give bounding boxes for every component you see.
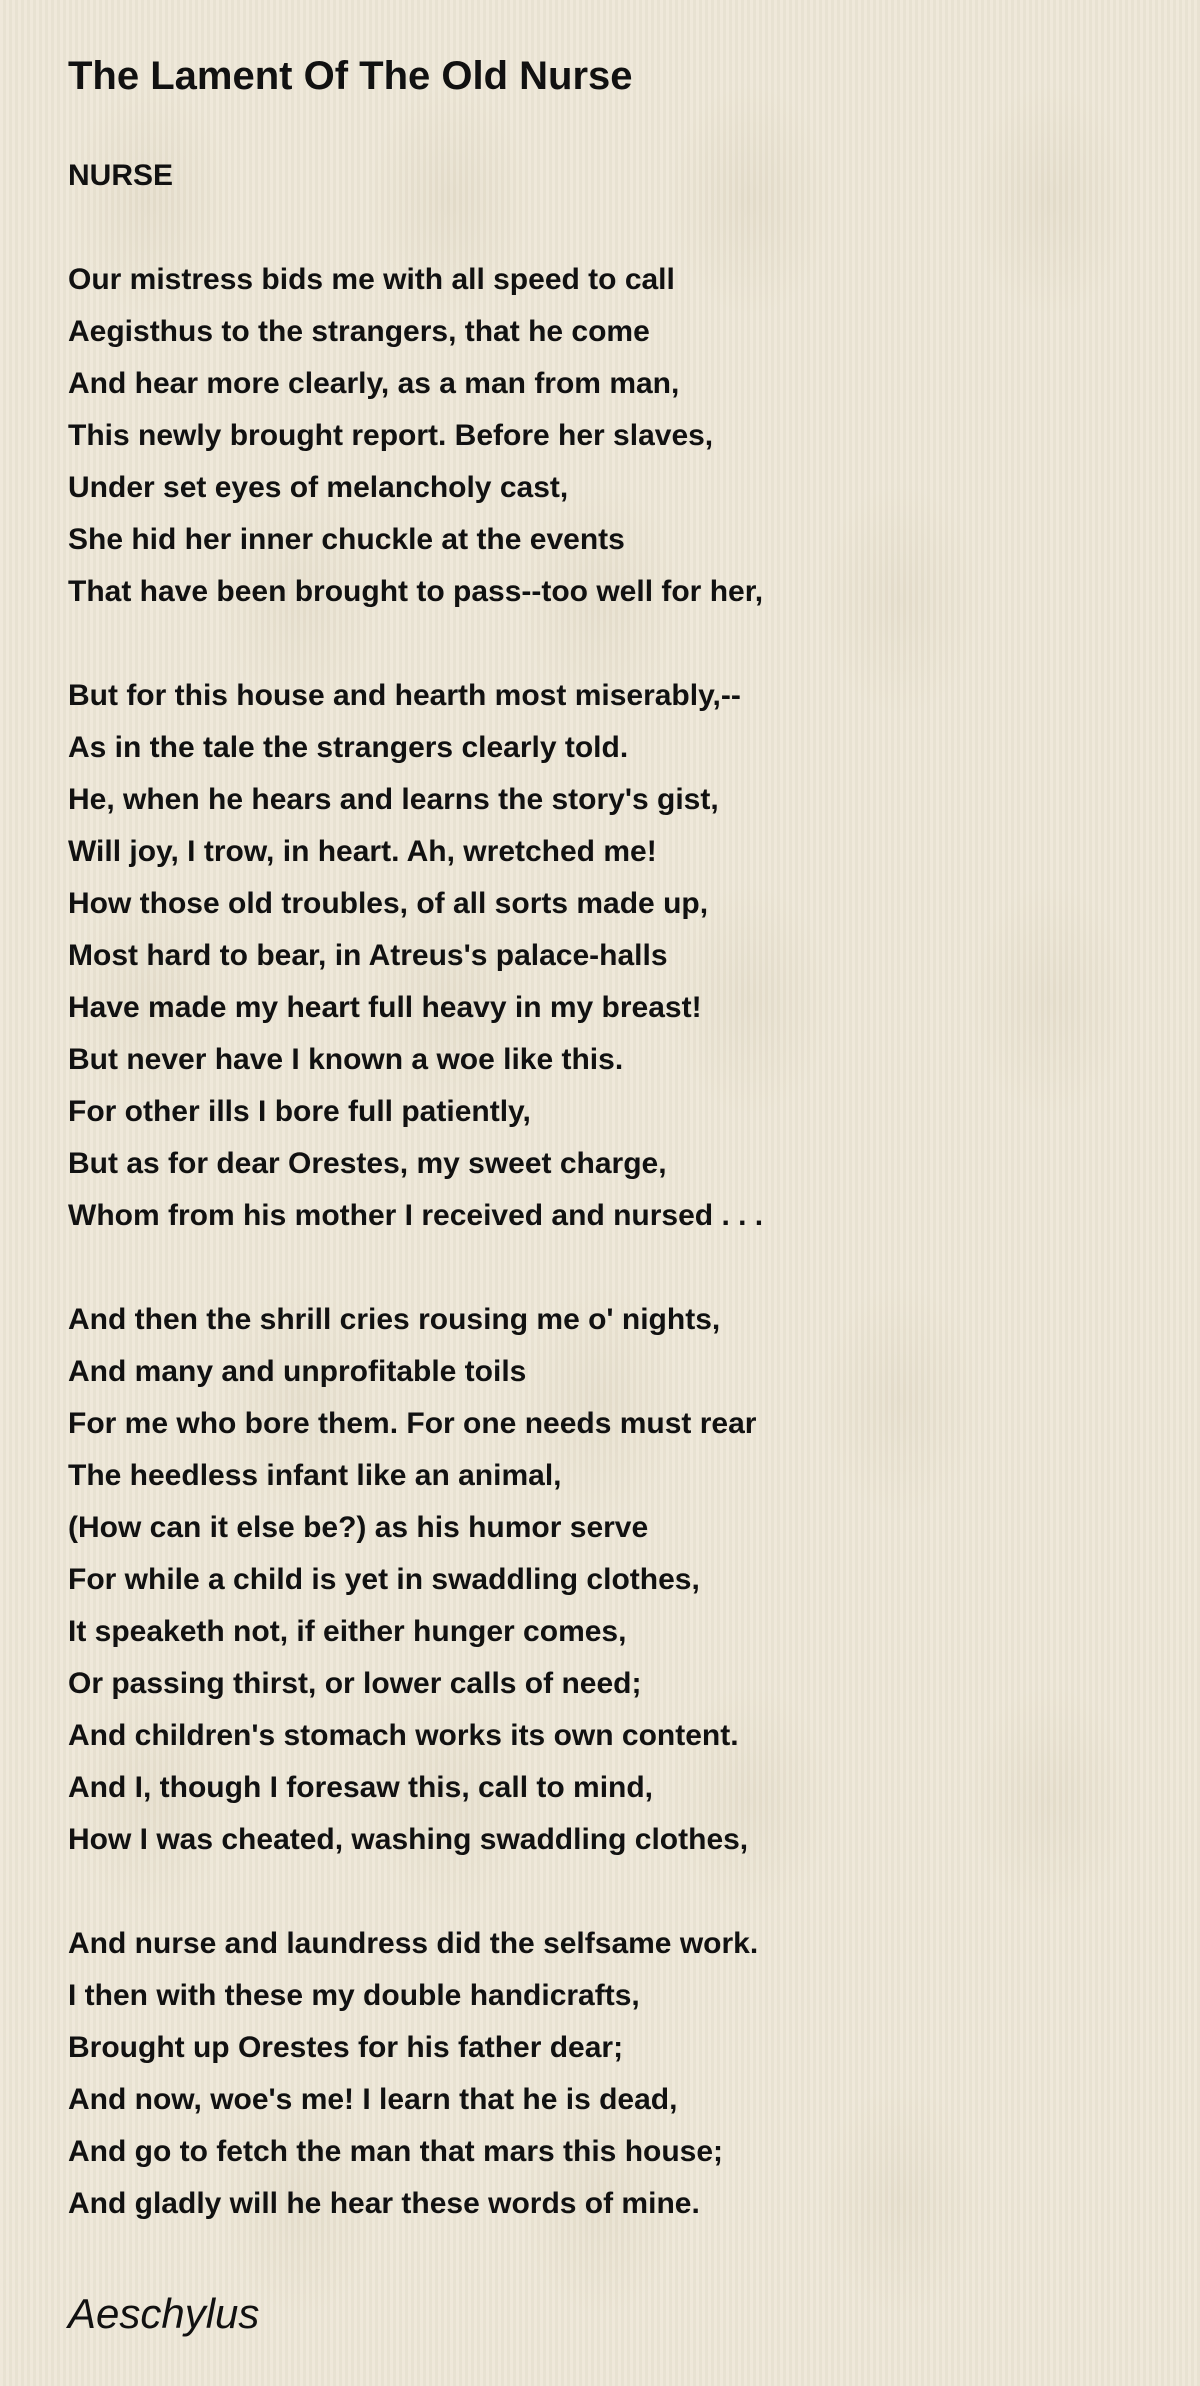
poem-line: Our mistress bids me with all speed to call [68,263,675,296]
poem-line: (How can it else be?) as his humor serve [68,1511,649,1544]
poem-line: Brought up Orestes for his father dear; [68,2031,624,2064]
poem-title: The Lament Of The Old Nurse [68,54,633,98]
poem-line: He, when he hears and learns the story's gist, [68,783,719,816]
poem-line: And now, woe's me! I learn that he is dead, [68,2083,678,2116]
poem-line: For other ills I bore full patiently, [68,1095,531,1128]
poem-line: Aegisthus to the strangers, that he come [68,315,650,348]
poem-line: But as for dear Orestes, my sweet charge, [68,1147,667,1180]
stanza [68,670,1148,1242]
poem-line: Or passing thirst, or lower calls of need; [68,1667,642,1700]
poem-line: The heedless infant like an animal, [68,1459,562,1492]
poem-line: I then with these my double handicrafts, [68,1979,640,2012]
poem-line: For while a child is yet in swaddling clothes, [68,1563,700,1596]
poem-line: And I, though I foresaw this, call to mind, [68,1771,654,1804]
poem-line: And nurse and laundress did the selfsame work. [68,1927,759,1960]
poem-line: This newly brought report. Before her slaves, [68,419,714,452]
poem-line: For me who bore them. For one needs must rear [68,1407,757,1440]
poem-line: How I was cheated, washing swaddling clothes, [68,1823,749,1856]
poem-line: Will joy, I trow, in heart. Ah, wretched me! [68,835,657,868]
poem-line: And hear more clearly, as a man from man, [68,367,680,400]
poem-line: And children's stomach works its own content. [68,1719,739,1752]
stanza [68,1294,1148,1866]
poem-line: As in the tale the strangers clearly told. [68,731,629,764]
poem-line: And then the shrill cries rousing me o' nights, [68,1303,721,1336]
poem-line: But for this house and hearth most miserably,-- [68,679,741,712]
author-name: Aeschylus [68,2290,260,2337]
stanza [68,254,1148,618]
speaker-label: NURSE [68,159,174,192]
stanza [68,1918,1148,2230]
poem-line: And gladly will he hear these words of mine. [68,2187,700,2220]
poem-line: And many and unprofitable toils [68,1355,527,1388]
poem-line: Most hard to bear, in Atreus's palace-halls [68,939,668,972]
poem-line: It speaketh not, if either hunger comes, [68,1615,627,1648]
poem-line: Have made my heart full heavy in my breast! [68,991,702,1024]
poem-card [68,50,1148,2342]
poem-line: She hid her inner chuckle at the events [68,523,625,556]
poem-line: But never have I known a woe like this. [68,1043,624,1076]
poem-line: How those old troubles, of all sorts made up, [68,887,709,920]
poem-line: Under set eyes of melancholy cast, [68,471,569,504]
poem-line: Whom from his mother I received and nursed . . . [68,1199,764,1232]
poem-line: That have been brought to pass--too well for her, [68,575,764,608]
poem-line: And go to fetch the man that mars this house; [68,2135,724,2168]
